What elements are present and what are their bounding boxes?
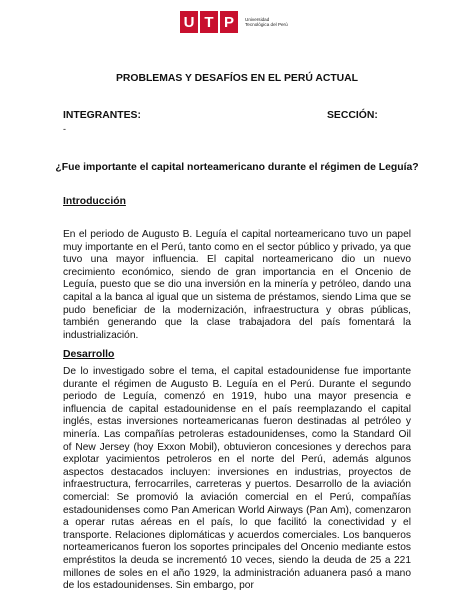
document-title: PROBLEMAS Y DESAFÍOS EN EL PERÚ ACTUAL: [115, 73, 359, 84]
seccion-label: SECCIÓN:: [327, 110, 378, 121]
logo-letter-t: T: [200, 11, 218, 33]
logo-letter-p: P: [220, 11, 238, 33]
logo-caption: Universidad Tecnológica del Perú: [245, 16, 288, 27]
logo-letter-u: U: [180, 11, 198, 33]
research-question: ¿Fue importante el capital norteamericano durante el régimen de Leguía?: [55, 162, 419, 173]
utp-logo: [180, 11, 289, 33]
introduccion-paragraph: En el periodo de Augusto B. Leguía el capital norteamericano tuvo un papel muy importante en el Perú, tanto como en el sector público y privado, ya que tuvo una mayor influencia. El capital norteamericano dio un nuevo crecimiento económico, siendo de gran importancia en el Oncenio de Leguía, puesto que se dio una inversión en la minería y petróleo, dando una capital a la banca al igual que un sistema de préstamos, siendo Lima que se pudo beneficiar de la modernización, infraestructura y obras públicas, también generando que la clase trabajadora del país fomentará la industrialización.: [63, 229, 411, 341]
desarrollo-paragraph: De lo investigado sobre el tema, el capital estadounidense fue importante durante el régimen de Augusto B. Leguía en el Perú. Durante el segundo periodo de Leguía, comenzó en 1919, hubo una mayor presencia e influencia de capital estadounidense en el país reemplazando el capital inglés, estas inversiones norteamericanas fueron destinadas al petróleo y minería. Las compañías petroleras estadounidenses, como la Standard Oil of New Jersey (hoy Exxon Mobil), obtuvieron concesiones y derechos para explotar yacimientos petroleros en el norte del Perú, además algunos aspectos destacados incluyen: inversiones en industrias, proyectos de infraestructura, ferrocarriles, carreteras y puertos. Desarrollo de la aviación comercial: Se promovió la aviación comercial en el Perú, compañías estadounidenses como Pan American World Airways (Pan Am), comenzaron a operar rutas aéreas en el país, lo que facilitó la conectividad y el transporte. Relaciones diplomáticas y acuerdos comerciales. Los banqueros norteamericanos fueron los soportes principales del Oncenio mediante estos empréstitos la deuda se incrementó 10 veces, siendo la deuda de 25 a 221 millones de soles en el año 1929, la administración aduanera pasó a mano de los estadounidenses. Sin embargo, por: [63, 366, 411, 592]
desarrollo-heading: Desarrollo: [63, 349, 115, 360]
integrantes-label: INTEGRANTES:: [63, 110, 141, 121]
integrantes-dash: -: [63, 124, 66, 134]
introduccion-heading: Introducción: [63, 196, 126, 207]
